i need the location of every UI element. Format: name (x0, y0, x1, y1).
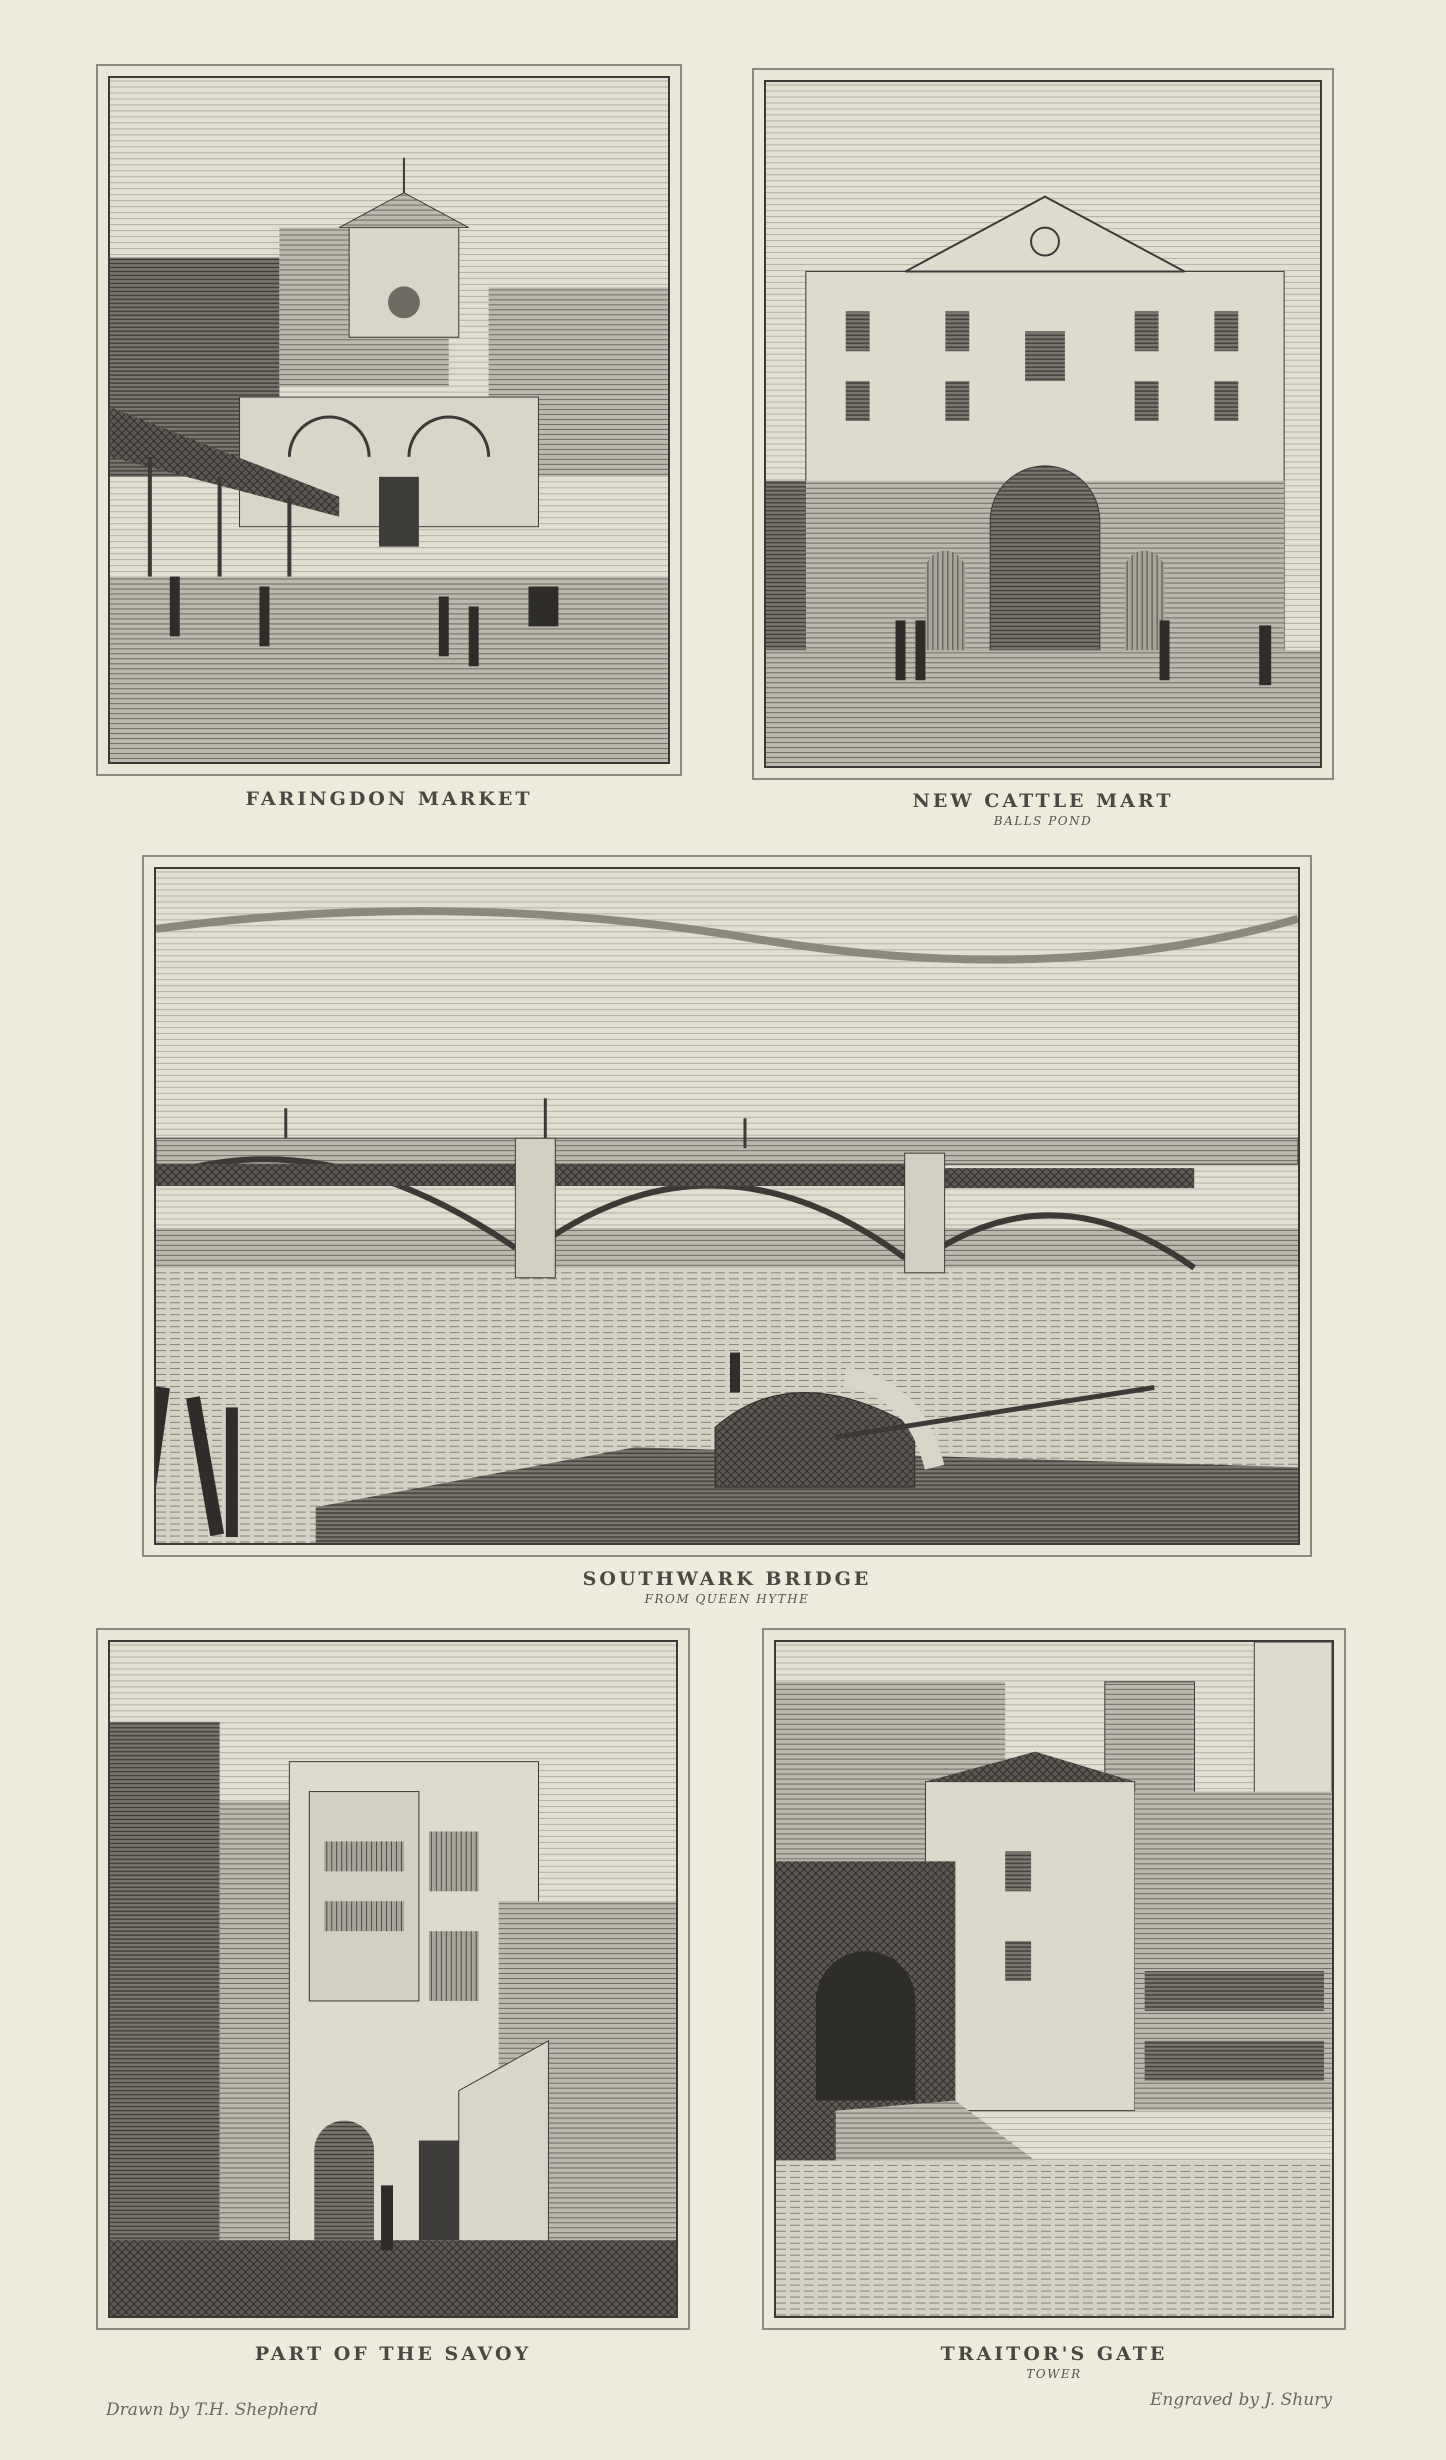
plate-faringdon-market (96, 64, 682, 776)
caption-part-of-the-savoy: PART OF THE SAVOY (254, 2343, 532, 2365)
plate-southwark-bridge (142, 855, 1312, 1557)
caption-faringdon-market: FARINGDON MARKET (245, 788, 533, 810)
subcaption-traitors-gate: TOWER (1026, 2367, 1082, 2381)
faringdon-market-engraving (108, 76, 670, 764)
southwark-bridge-engraving (154, 867, 1300, 1545)
credit-drawn-by: Drawn by T.H. Shepherd (106, 2400, 319, 2420)
plate-new-cattle-mart (752, 68, 1334, 780)
new-cattle-mart-engraving (764, 80, 1322, 768)
plate-traitors-gate (762, 1628, 1346, 2330)
caption-traitors-gate: TRAITOR'S GATE (940, 2343, 1168, 2365)
traitors-gate-engraving (774, 1640, 1334, 2318)
caption-new-cattle-mart: NEW CATTLE MART (912, 790, 1174, 812)
credit-engraved-by: Engraved by J. Shury (1150, 2390, 1332, 2410)
caption-southwark-bridge: SOUTHWARK BRIDGE (582, 1568, 872, 1590)
subcaption-southwark-bridge: FROM QUEEN HYTHE (644, 1592, 810, 1606)
part-of-the-savoy-engraving (108, 1640, 678, 2318)
subcaption-new-cattle-mart: BALLS POND (993, 814, 1093, 828)
plate-part-of-the-savoy (96, 1628, 690, 2330)
